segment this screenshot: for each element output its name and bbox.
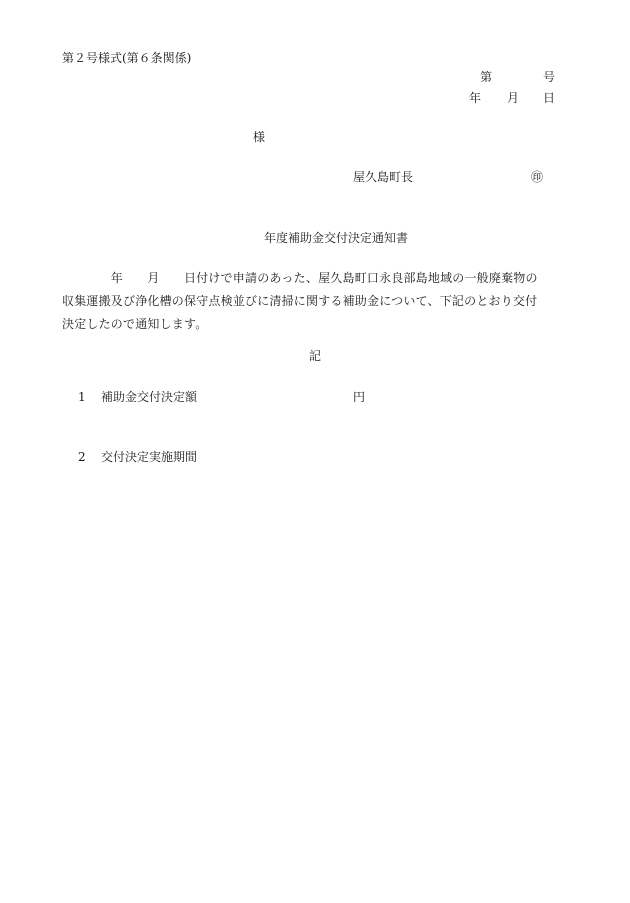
date-year: 年	[469, 91, 482, 105]
document-title: 年度補助金交付決定通知書	[264, 231, 409, 245]
item-2-number: 2	[78, 450, 86, 464]
date-day: 日	[543, 91, 556, 105]
item-1-label: 補助金交付決定額	[101, 390, 198, 404]
seal-mark: ㊞	[531, 170, 544, 184]
body-line-1: 年 月 日付けで申請のあった、屋久島町口永良部島地域の一般廃棄物の	[62, 271, 538, 285]
recipient-sama: 様	[253, 130, 266, 144]
item-1-unit: 円	[353, 390, 366, 404]
doc-number-dai: 第	[480, 70, 493, 84]
body-paragraph	[62, 267, 582, 336]
doc-number-go: 号	[543, 70, 556, 84]
sender-title: 屋久島町長	[353, 170, 414, 184]
form-label: 第２号様式(第６条関係)	[62, 51, 192, 65]
body-line-2: 収集運搬及び浄化槽の保守点検並びに清掃に関する補助金について、下記のとおり交付	[62, 294, 538, 308]
date-month: 月	[507, 91, 520, 105]
body-line-3: 決定したので通知します。	[62, 317, 208, 331]
item-1-number: 1	[78, 390, 86, 404]
item-2-label: 交付決定実施期間	[101, 450, 198, 464]
ki-heading: 記	[309, 349, 322, 363]
